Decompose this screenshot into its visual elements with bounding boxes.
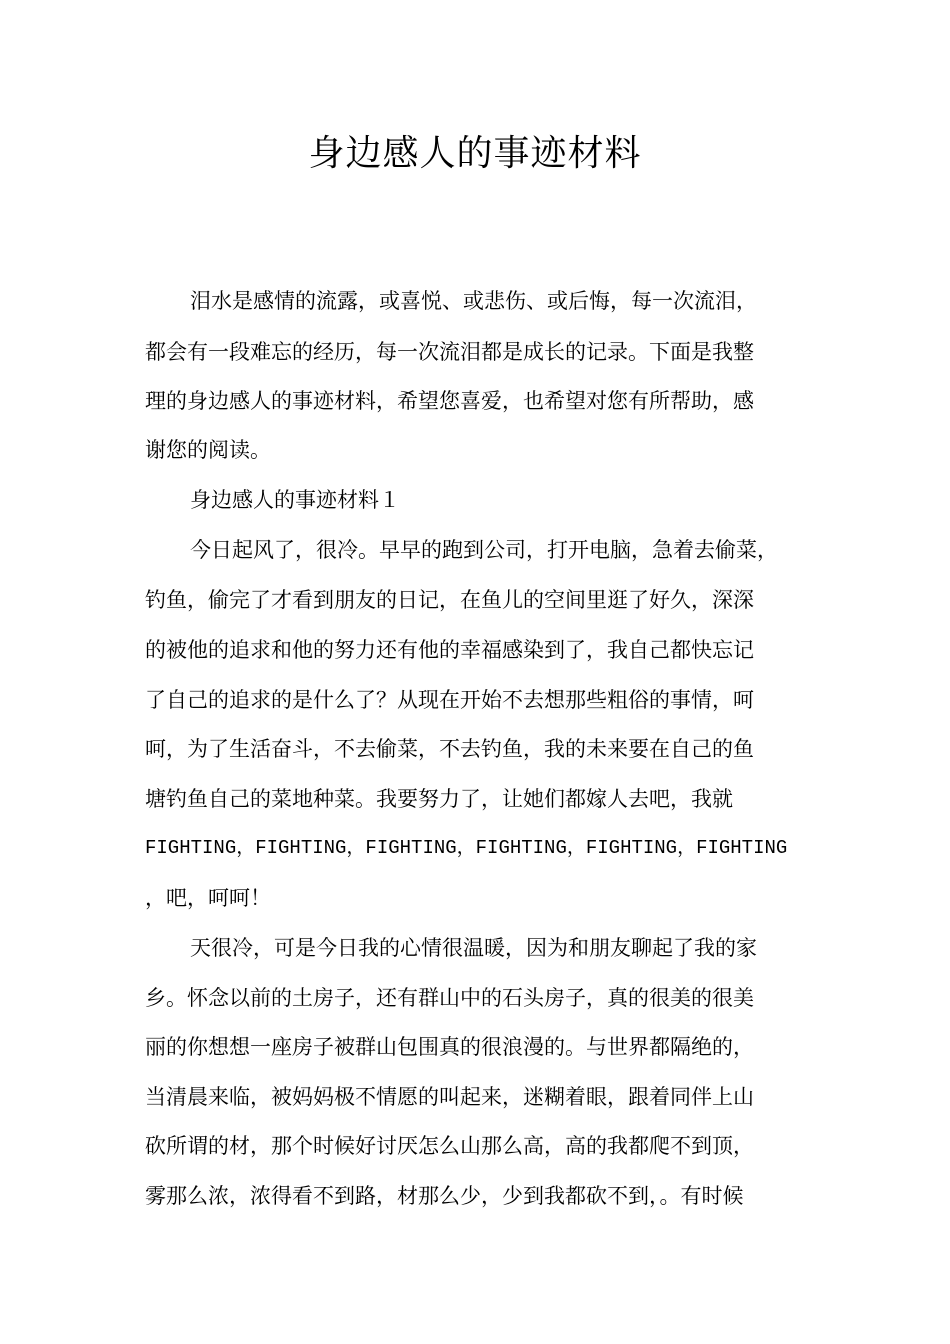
paragraph-line: 谢您的阅读。 (145, 438, 271, 462)
paragraph-line: 钓鱼，偷完了才看到朋友的日记，在鱼儿的空间里逛了好久，深深 (145, 588, 754, 612)
paragraph-line: 理的身边感人的事迹材料，希望您喜爱，也希望对您有所帮助，感 (145, 389, 754, 413)
paragraph-line: 丽的你想想一座房子被群山包围真的很浪漫的。与世界都隔绝的， (145, 1035, 754, 1059)
paragraph-line: 乡。怀念以前的土房子，还有群山中的石头房子，真的很美的很美 (145, 986, 754, 1010)
paragraph-line: 砍所谓的材，那个时候好讨厌怎么山那么高，高的我都爬不到顶， (145, 1134, 754, 1158)
paragraph-line: 雾那么浓，浓得看不到路，材那么少，少到我都砍不到，。有时候 (145, 1184, 744, 1208)
paragraph-line: 泪水是感情的流露，或喜悦、或悲伤、或后悔，每一次流泪， (190, 289, 757, 313)
paragraph-line: 呵，为了生活奋斗，不去偷菜，不去钓鱼，我的未来要在自己的鱼 (145, 737, 754, 761)
paragraph-line: FIGHTING，FIGHTING，FIGHTING，FIGHTING，FIGHTING，FIGHTING (145, 837, 788, 859)
paragraph-line: 今日起风了，很冷。早早的跑到公司，打开电脑，急着去偷菜， (190, 538, 778, 562)
paragraph-line: 塘钓鱼自己的菜地种菜。我要努力了，让她们都嫁人去吧，我就 (145, 787, 733, 811)
document-title: 身边感人的事迹材料 (308, 133, 642, 174)
paragraph-line: 天很冷，可是今日我的心情很温暖，因为和朋友聊起了我的家 (190, 936, 757, 960)
paragraph-line: 了自己的追求的是什么了？从现在开始不去想那些粗俗的事情，呵 (145, 688, 754, 712)
paragraph-line: 当清晨来临，被妈妈极不情愿的叫起来，迷糊着眼，跟着同伴上山 (145, 1085, 754, 1109)
paragraph-line: ，吧，呵呵！ (145, 886, 271, 910)
paragraph-line: 的被他的追求和他的努力还有他的幸福感染到了，我自己都快忘记 (145, 638, 754, 662)
paragraph-line: 都会有一段难忘的经历，每一次流泪都是成长的记录。下面是我整 (145, 340, 754, 364)
section-heading: 身边感人的事迹材料１ (190, 488, 400, 512)
